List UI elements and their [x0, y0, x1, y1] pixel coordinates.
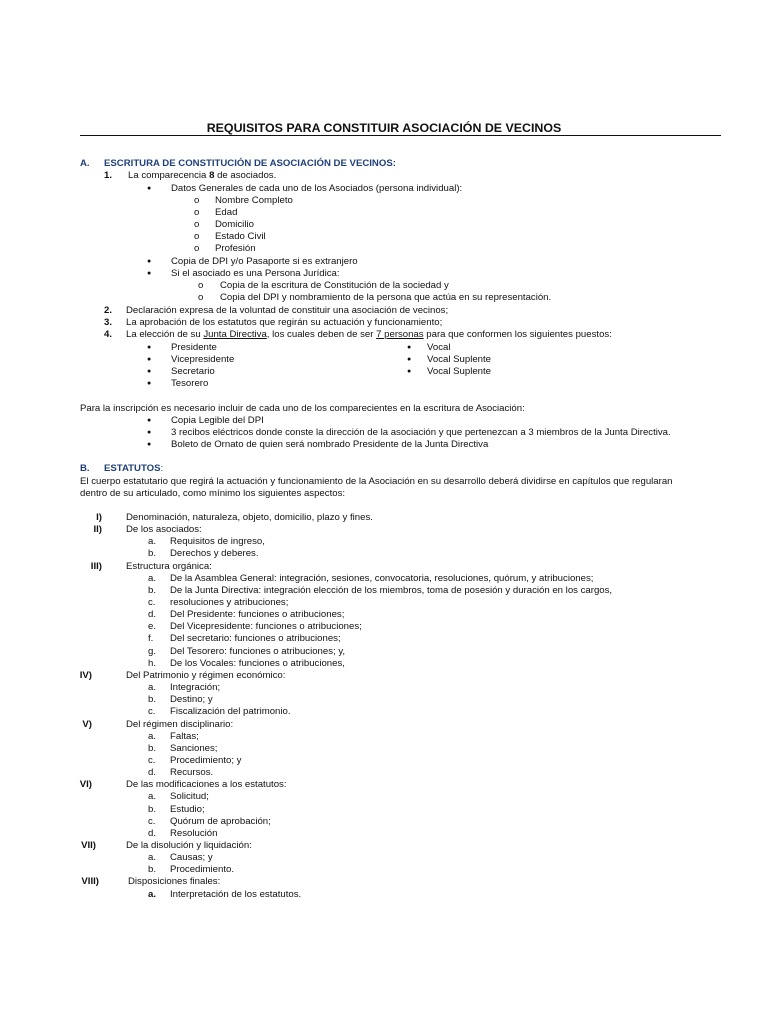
sub-item-letter: c. — [148, 816, 156, 827]
sub-item-text: Causas; y — [170, 852, 213, 863]
item-3-text: La aprobación de los estatutos que regirán su actuación y funcionamiento; — [126, 317, 443, 328]
section-b-label: B. — [80, 463, 90, 474]
sub-item-letter: c. — [148, 755, 156, 766]
list-item: Vocal Suplente — [427, 354, 492, 365]
bullet-icon: ● — [407, 356, 412, 363]
list-item: Presidente — [171, 342, 217, 353]
sub-bullet-icon: o — [194, 231, 200, 242]
item-number: 2. — [103, 305, 112, 316]
sub-item-text: Fiscalización del patrimonio. — [170, 706, 291, 717]
chapter-number: III) — [90, 561, 102, 572]
item-number: 3. — [103, 317, 112, 328]
sub-item-text: De la Asamblea General: integración, sesiones, convocatoria, resoluciones, quórum, y atribuciones; — [170, 573, 594, 584]
sub-item-text: Del Vicepresidente: funciones o atribuciones; — [170, 621, 362, 632]
chapter-title: Estructura orgánica: — [126, 561, 212, 572]
list-item: Domicilio — [215, 219, 254, 230]
sub-item-text: Faltas; — [170, 731, 199, 742]
chapter-title: De la disolución y liquidación: — [126, 840, 252, 851]
sub-item-letter: d. — [148, 828, 157, 839]
chapter-number: I) — [96, 512, 102, 523]
datos-generales: Datos Generales de cada uno de los Asociados (persona individual): — [171, 183, 463, 194]
bullet-icon: ● — [147, 441, 152, 448]
sub-item-text: De los Vocales: funciones o atribuciones, — [170, 658, 345, 669]
sub-item-text: Procedimiento; y — [170, 755, 242, 766]
sub-bullet-icon: o — [198, 292, 204, 303]
sub-item-text: resoluciones y atribuciones; — [170, 597, 289, 608]
sub-item-text: De la Junta Directiva: integración elección de los miembros, toma de posesión y duración en los cargos, — [170, 585, 613, 596]
page-title: REQUISITOS PARA CONSTITUIR ASOCIACIÓN DE VECINOS — [206, 121, 562, 135]
chapter-number: IV) — [79, 670, 92, 681]
list-item: Profesión — [215, 243, 256, 254]
sub-item-letter: b. — [148, 743, 157, 754]
section-a-heading: ESCRITURA DE CONSTITUCIÓN DE ASOCIACIÓN DE VECINOS: — [104, 158, 396, 169]
sub-item-letter: b. — [148, 585, 157, 596]
list-item: Vicepresidente — [171, 354, 235, 365]
sub-item-text: Derechos y deberes. — [170, 548, 259, 559]
chapter-number: VI) — [79, 779, 92, 790]
sub-item-text: Del Presidente: funciones o atribuciones; — [170, 609, 345, 620]
bullet-icon: ● — [147, 185, 152, 192]
sub-item-letter: d. — [148, 609, 157, 620]
sub-item-text: Interpretación de los estatutos. — [170, 889, 302, 900]
sub-item-letter: a. — [148, 791, 157, 802]
sub-item-letter: c. — [148, 706, 156, 717]
list-item: Tesorero — [171, 378, 209, 389]
item-2-text: Declaración expresa de la voluntad de constituir una asociación de vecinos; — [126, 305, 449, 316]
list-item: Vocal — [427, 342, 451, 353]
bullet-icon: ● — [407, 344, 412, 351]
sub-item-letter: b. — [148, 694, 157, 705]
bullet-icon: ● — [147, 429, 152, 436]
list-item: Boleto de Ornato de quien será nombrado Presidente de la Junta Directiva — [171, 439, 489, 450]
inscripcion-intro: Para la inscripción es necesario incluir de cada uno de los comparecientes en la escritura de Asociación: — [80, 403, 525, 414]
sub-bullet-icon: o — [194, 195, 200, 206]
sub-item-text: Destino; y — [170, 694, 213, 705]
estatutos-intro-line2: dentro de su articulado, como mínimo los siguientes aspectos: — [80, 488, 346, 499]
sub-item-letter: h. — [148, 658, 157, 669]
sub-item-letter: b. — [148, 804, 157, 815]
bullet-icon: ● — [147, 380, 152, 387]
sub-item-text: Solicitud; — [170, 791, 209, 802]
section-a-label: A. — [80, 158, 90, 169]
bullet-icon: ● — [407, 368, 412, 375]
list-item: Estado Civil — [215, 231, 266, 242]
sub-item-text: Procedimiento. — [170, 864, 234, 875]
copia-dpi: Copia de DPI y/o Pasaporte si es extranjero — [171, 256, 358, 267]
item-number: 1. — [103, 170, 112, 181]
list-item: Secretario — [171, 366, 215, 377]
chapter-number: VIII) — [81, 876, 99, 887]
chapter-title: Del régimen disciplinario: — [126, 719, 234, 730]
sub-item-letter: b. — [148, 548, 157, 559]
list-item: 3 recibos eléctricos donde conste la dirección de la asociación y que pertenezcan a 3 miembros de la Junta Directiva. — [171, 427, 671, 438]
sub-item-letter: f. — [148, 633, 154, 644]
list-item: Copia del DPI y nombramiento de la persona que actúa en su representación. — [220, 292, 552, 303]
bullet-icon: ● — [147, 368, 152, 375]
chapter-number: VII) — [81, 840, 96, 851]
title-divider — [80, 135, 721, 136]
junta-directiva-link: Junta Directiva — [203, 329, 267, 340]
sub-item-letter: a. — [148, 536, 157, 547]
chapter-number: V) — [82, 719, 92, 730]
bullet-icon: ● — [147, 417, 152, 424]
sub-item-letter: a. — [148, 682, 157, 693]
sub-item-letter: a. — [148, 852, 157, 863]
sub-item-text: Sanciones; — [170, 743, 218, 754]
sub-item-letter: g. — [148, 646, 157, 657]
list-item: Vocal Suplente — [427, 366, 492, 377]
chapter-number: II) — [93, 524, 102, 535]
sub-bullet-icon: o — [198, 280, 204, 291]
bullet-icon: ● — [147, 258, 152, 265]
section-b-heading: ESTATUTOS: — [104, 463, 164, 474]
item-1-text: La comparecencia 8 de asociados. — [128, 170, 277, 181]
list-item: Edad — [215, 207, 238, 218]
sub-item-text: Requisitos de ingreso, — [170, 536, 265, 547]
persona-juridica: Si el asociado es una Persona Jurídica: — [171, 268, 340, 279]
sub-item-letter: a. — [148, 731, 157, 742]
sub-item-letter: c. — [148, 597, 156, 608]
bullet-icon: ● — [147, 356, 152, 363]
chapter-title: Del Patrimonio y régimen económico: — [126, 670, 286, 681]
sub-item-text: Recursos. — [170, 767, 214, 778]
sub-item-text: Estudio; — [170, 804, 205, 815]
chapter-title: De los asociados: — [126, 524, 202, 535]
sub-item-letter: a. — [148, 889, 157, 900]
estatutos-intro-line1: El cuerpo estatutario que regirá la actuación y funcionamiento de la Asociación en su desarrollo deberá dividirse en capítulos que regularan — [80, 476, 673, 487]
chapter-title: Denominación, naturaleza, objeto, domicilio, plazo y fines. — [126, 512, 373, 523]
sub-item-letter: d. — [148, 767, 157, 778]
item-4-text: La elección de su Junta Directiva, los cuales deben de ser 7 personas para que conformen los siguientes puestos: — [126, 329, 612, 340]
sub-item-text: Del secretario: funciones o atribuciones; — [170, 633, 341, 644]
sub-item-letter: a. — [148, 573, 157, 584]
list-item: Nombre Completo — [215, 195, 293, 206]
sub-item-text: Del Tesorero: funciones o atribuciones; y, — [170, 646, 346, 657]
list-item: Copia Legible del DPI — [171, 415, 264, 426]
bullet-icon: ● — [147, 344, 152, 351]
sub-bullet-icon: o — [194, 207, 200, 218]
list-item: Copia de la escritura de Constitución de la sociedad y — [220, 280, 449, 291]
item-number: 4. — [103, 329, 112, 340]
sub-item-letter: e. — [148, 621, 157, 632]
bullet-icon: ● — [147, 270, 152, 277]
chapter-title: De las modificaciones a los estatutos: — [126, 779, 287, 790]
sub-item-text: Integración; — [170, 682, 221, 693]
sub-item-text: Resolución — [170, 828, 218, 839]
sub-bullet-icon: o — [194, 219, 200, 230]
sub-item-letter: b. — [148, 864, 157, 875]
sub-bullet-icon: o — [194, 243, 200, 254]
chapter-title: Disposiciones finales: — [128, 876, 221, 887]
siete-personas-link: 7 personas — [376, 329, 424, 340]
sub-item-text: Quórum de aprobación; — [170, 816, 271, 827]
